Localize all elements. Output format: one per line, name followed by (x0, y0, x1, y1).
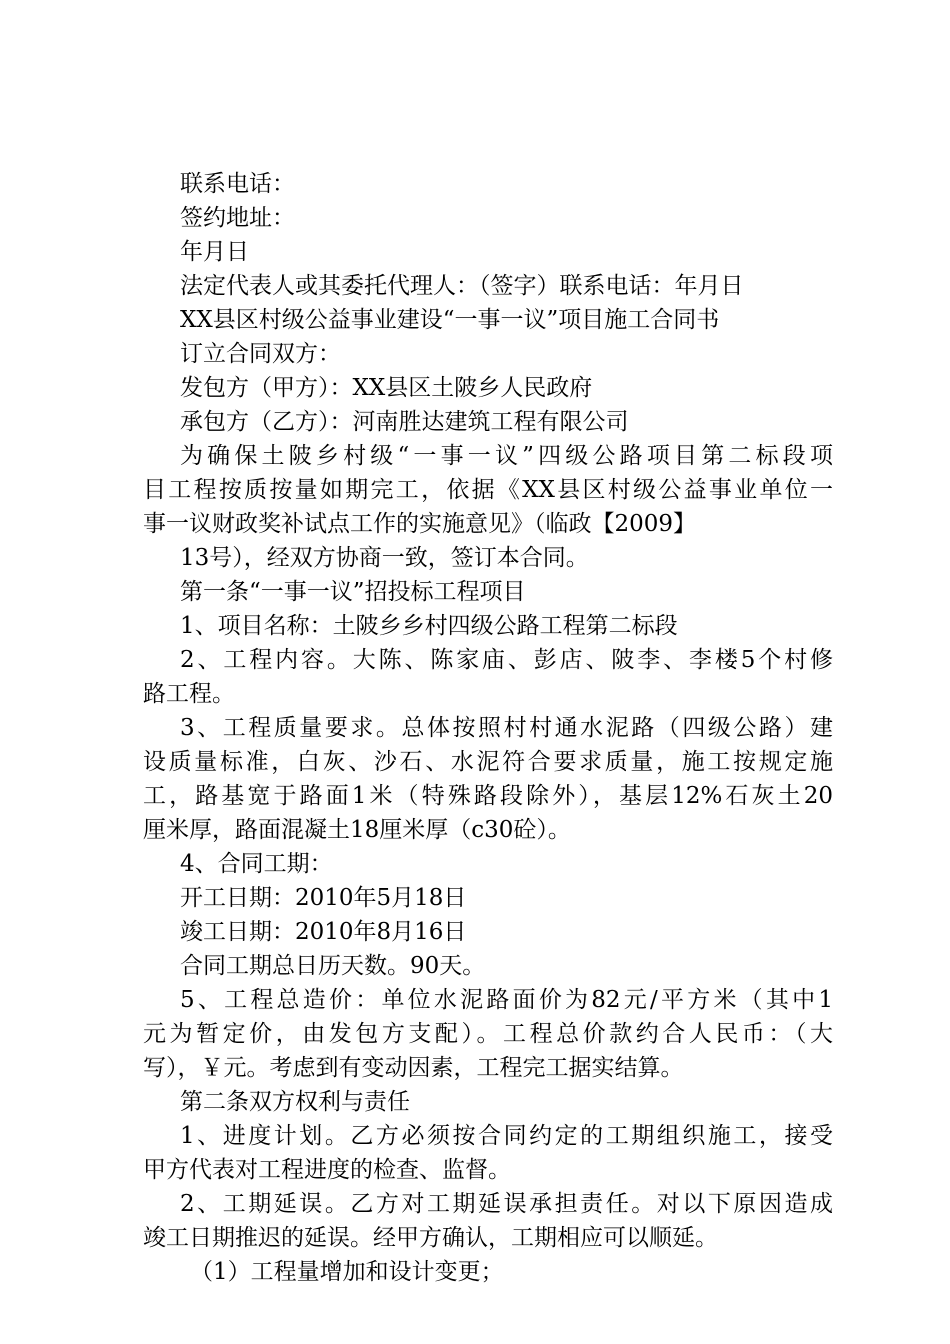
paragraph-line: 为确保土陂乡村级“一事一议”四级公路项目第二标段项 (180, 443, 833, 469)
contact-phone-line: 联系电话： (180, 171, 295, 197)
paragraph-line: 13号），经双方协商一致，签订本合同。 (180, 545, 589, 571)
sub-list-item: （1）工程量增加和设计变更； (190, 1259, 504, 1285)
paragraph-line: 写），￥元。考虑到有变动因素，工程完工据实结算。 (143, 1055, 684, 1081)
document-body (143, 167, 833, 1289)
paragraph-line: 目工程按质按量如期完工，依据《XX县区村级公益事业单位一 (143, 477, 833, 503)
list-item: 1、进度计划。乙方必须按合同约定的工期组织施工，接受 (180, 1123, 833, 1149)
paragraph-line: 设质量标准，白灰、沙石、水泥符合要求质量，施工按规定施 (143, 749, 833, 775)
signing-address-line: 签约地址： (180, 205, 295, 231)
contract-title: XX县区村级公益事业建设“一事一议”项目施工合同书 (180, 307, 720, 333)
list-item: 4、合同工期： (180, 851, 333, 877)
paragraph-line: 厘米厚，路面混凝土18厘米厚（c30砼）。 (143, 817, 571, 843)
list-item: 2、工程内容。大陈、陈家庙、彭店、陂李、李楼5个村修 (180, 647, 833, 673)
paragraph-line: 事一议财政奖补试点工作的实施意见》（临政【2009】 (143, 511, 697, 537)
list-item: 3、工程质量要求。总体按照村村通水泥路（四级公路）建 (180, 715, 833, 741)
date-line: 年月日 (180, 239, 249, 265)
paragraph-line: 路工程。 (143, 681, 235, 707)
paragraph-line: 元为暂定价，由发包方支配）。工程总价款约合人民币：（大 (143, 1021, 833, 1047)
party-a-line: 发包方（甲方）：XX县区土陂乡人民政府 (180, 375, 593, 401)
article-heading: 第二条双方权利与责任 (180, 1089, 410, 1115)
parties-heading: 订立合同双方： (180, 341, 341, 367)
paragraph-line: 竣工日期推迟的延误。经甲方确认，工期相应可以顺延。 (143, 1225, 718, 1251)
start-date-line: 开工日期：2010年5月18日 (180, 885, 467, 911)
paragraph-line: 甲方代表对工程进度的检查、监督。 (143, 1157, 511, 1183)
list-item: 2、工期延误。乙方对工期延误承担责任。对以下原因造成 (180, 1191, 833, 1217)
completion-date-line: 竣工日期：2010年8月16日 (180, 919, 467, 945)
party-b-line: 承包方（乙方）：河南胜达建筑工程有限公司 (180, 409, 629, 435)
duration-line: 合同工期总日历天数。90天。 (180, 953, 486, 979)
legal-representative-line: 法定代表人或其委托代理人：（签字）联系电话：年月日 (180, 273, 744, 299)
list-item: 5、工程总造价：单位水泥路面价为82元/平方米（其中1 (180, 987, 833, 1013)
paragraph-line: 工，路基宽于路面1米（特殊路段除外），基层12%石灰土20 (143, 783, 833, 809)
list-item: 1、项目名称：土陂乡乡村四级公路工程第二标段 (180, 613, 678, 639)
article-heading: 第一条“一事一议”招投标工程项目 (180, 579, 526, 605)
